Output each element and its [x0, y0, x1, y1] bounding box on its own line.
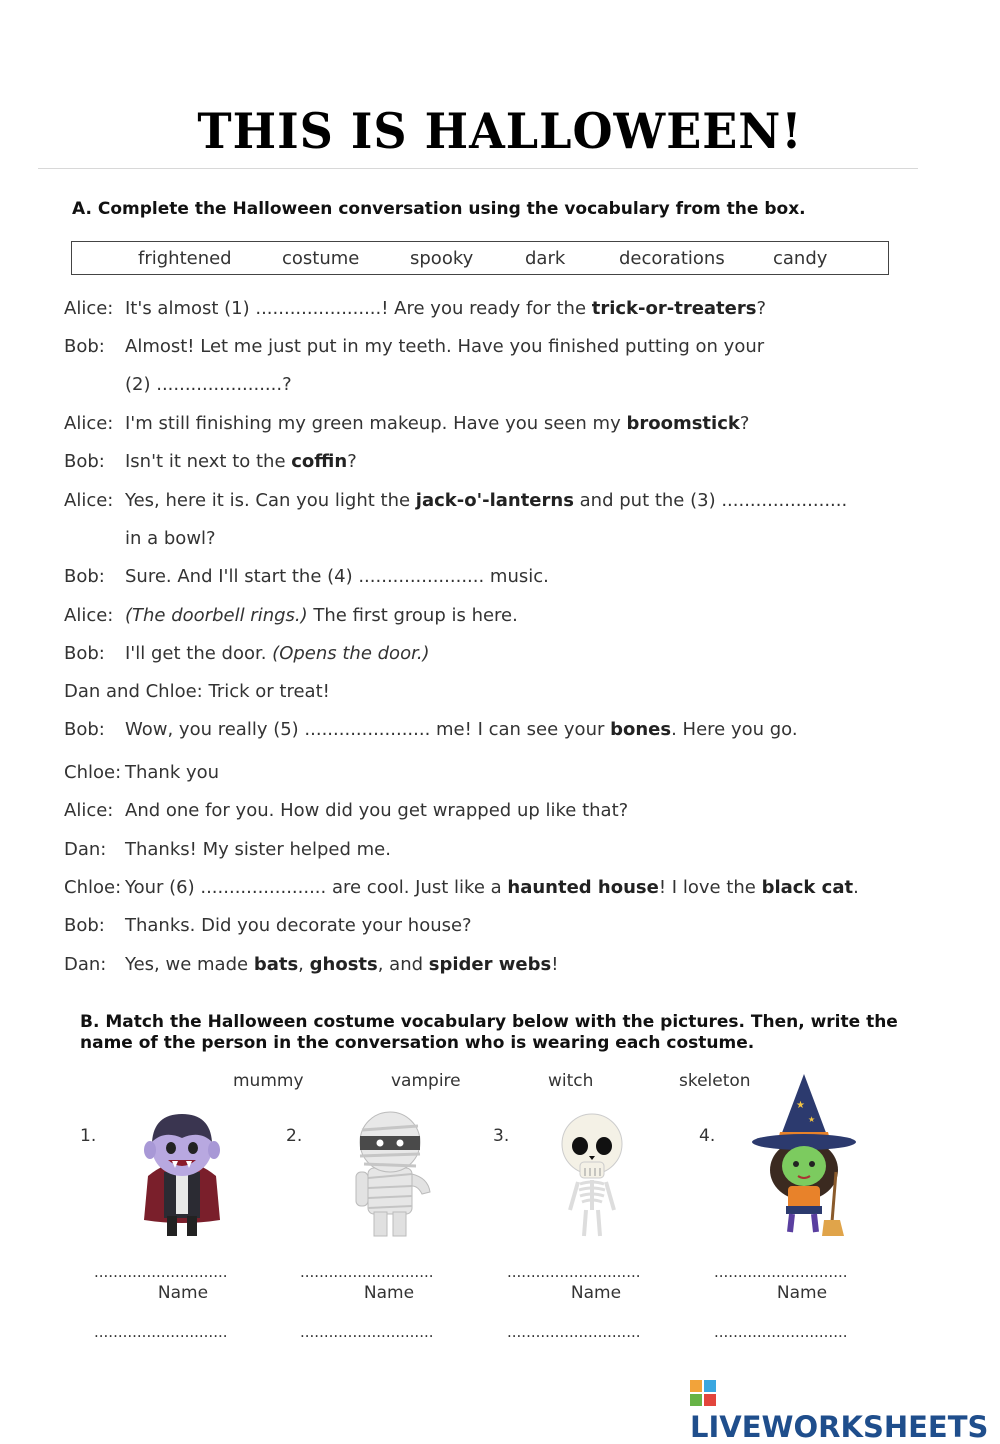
- dialogue-line: Alice: (The doorbell rings.) The first group is here.: [64, 605, 518, 626]
- page-title: THIS IS HALLOWEEN!: [197, 102, 803, 160]
- word-box-item: dark: [525, 248, 566, 269]
- dialogue-line: in a bowl?: [125, 528, 216, 549]
- svg-text:★: ★: [796, 1100, 805, 1111]
- dialogue-line: (2) ......................?: [125, 374, 292, 395]
- answer-line[interactable]: ............................: [300, 1263, 434, 1281]
- dialogue-line: Bob: I'll get the door. (Opens the door.): [64, 643, 430, 664]
- name-label: Name: [363, 1283, 415, 1303]
- section-a-instruction: A. Complete the Halloween conversation using the vocabulary from the box.: [72, 199, 806, 219]
- item-number: 1.: [80, 1126, 97, 1146]
- dialogue-line: Alice: I'm still finishing my green makeup. Have you seen my broomstick?: [64, 413, 750, 434]
- title-divider: [38, 168, 918, 169]
- dialogue-line: Dan: Thanks! My sister helped me.: [64, 839, 391, 860]
- brand-text: LIVEWORKSHEETS: [690, 1410, 989, 1444]
- answer-line[interactable]: ............................: [714, 1323, 848, 1341]
- mummy-icon: [346, 1108, 436, 1238]
- answer-line[interactable]: ............................: [714, 1263, 848, 1281]
- skeleton-icon: [552, 1110, 632, 1238]
- dialogue-line: Bob: Almost! Let me just put in my teeth. Have you finished putting on your: [64, 336, 765, 357]
- answer-line[interactable]: ............................: [94, 1263, 228, 1281]
- word-box-item: costume: [282, 248, 360, 269]
- word-box: [71, 241, 889, 275]
- answer-line[interactable]: ............................: [300, 1323, 434, 1341]
- vocab-word: vampire: [391, 1071, 461, 1091]
- word-box-item: candy: [773, 248, 828, 269]
- vocab-word: skeleton: [679, 1071, 751, 1091]
- answer-line[interactable]: ............................: [507, 1323, 641, 1341]
- witch-icon: [752, 1072, 858, 1238]
- answer-line[interactable]: ............................: [507, 1263, 641, 1281]
- item-number: 4.: [699, 1126, 716, 1146]
- svg-text:★: ★: [808, 1115, 816, 1124]
- liveworksheets-mark-icon: [690, 1380, 716, 1406]
- vocab-word: mummy: [233, 1071, 304, 1091]
- dialogue-line: Alice: Yes, here it is. Can you light the jack-o'-lanterns and put the (3) ......................: [64, 490, 848, 511]
- vampire-icon: [134, 1108, 230, 1238]
- word-box-item: decorations: [619, 248, 725, 269]
- liveworksheets-logo: [690, 1376, 1000, 1444]
- dialogue-line: Alice: And one for you. How did you get wrapped up like that?: [64, 800, 629, 821]
- dialogue-line: Alice: It's almost (1) ......................! Are you ready for the trick-or-treaters?: [64, 298, 767, 319]
- dialogue-line: Bob: Sure. And I'll start the (4) ...................... music.: [64, 566, 549, 587]
- name-label: Name: [157, 1283, 209, 1303]
- word-box-item: frightened: [138, 248, 232, 269]
- section-b-instruction: B. Match the Halloween costume vocabulary below with the pictures. Then, write the name of the person in the conversation who is wearing each costume.: [80, 1012, 898, 1053]
- dialogue-line: Bob: Thanks. Did you decorate your house?: [64, 915, 472, 936]
- item-number: 3.: [493, 1126, 510, 1146]
- vocab-word: witch: [548, 1071, 594, 1091]
- item-number: 2.: [286, 1126, 303, 1146]
- dialogue-line: Dan and Chloe: Trick or treat!: [64, 681, 330, 702]
- name-label: Name: [776, 1283, 828, 1303]
- answer-line[interactable]: ............................: [94, 1323, 228, 1341]
- word-box-item: spooky: [410, 248, 474, 269]
- dialogue-line: Chloe: Your (6) ...................... are cool. Just like a haunted house! I love the black cat.: [64, 877, 859, 898]
- name-label: Name: [570, 1283, 622, 1303]
- dialogue-line: Chloe: Thank you: [64, 762, 220, 783]
- dialogue-line: Bob: Wow, you really (5) ...................... me! I can see your bones. Here you go.: [64, 719, 798, 740]
- dialogue-line: Dan: Yes, we made bats, ghosts, and spider webs!: [64, 954, 559, 975]
- dialogue-line: Bob: Isn't it next to the coffin?: [64, 451, 357, 472]
